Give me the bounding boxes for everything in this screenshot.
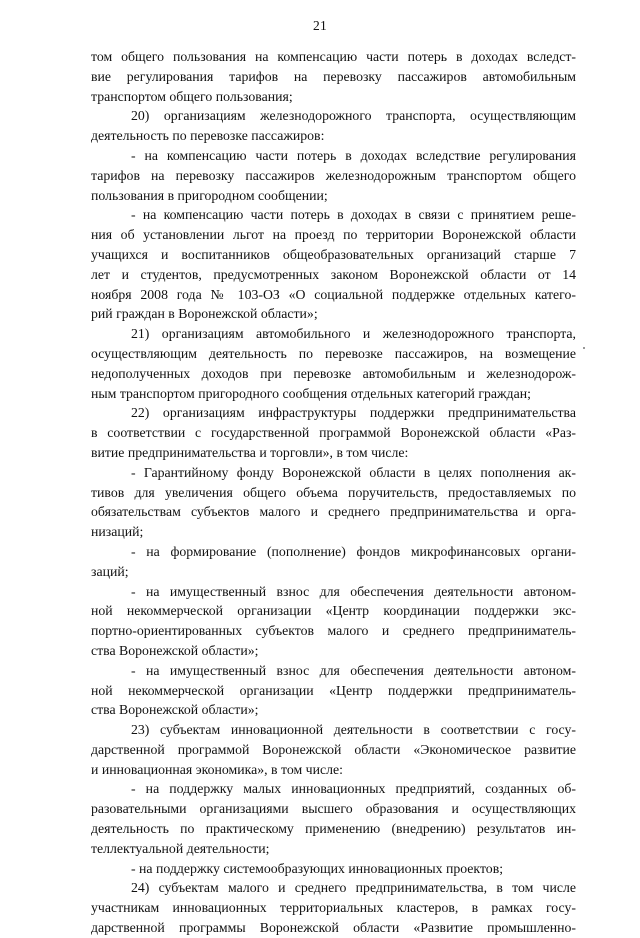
text-line: - на поддержку малых инновационных предприятий, созданных об- xyxy=(131,781,576,797)
text-line: - на имущественный взнос для обеспечения деятельности автоном- xyxy=(131,583,576,599)
text-line: вие регулирования тарифов на перевозку пассажиров автомобильным xyxy=(91,68,576,84)
text-line: ства Воронежской области»; xyxy=(91,642,259,658)
text-line: 21) организациям автомобильного и железнодорожного транспорта, xyxy=(131,326,576,342)
text-line: тарифов на перевозку пассажиров железнодорожным транспортом общего xyxy=(91,167,576,183)
text-line: учащихся и воспитанников общеобразовательных организаций старше 7 xyxy=(91,246,576,262)
page-number: 21 xyxy=(313,18,327,33)
text-line: участникам инновационных территориальных кластеров, в рамках госу- xyxy=(91,900,576,916)
text-line: 20) организациям железнодорожного транспорта, осуществляющим xyxy=(131,108,576,124)
text-line: и инновационная экономика», в том числе: xyxy=(91,761,343,777)
text-line: недополученных доходов при перевозке автомобильным и железнодорож- xyxy=(91,365,576,381)
text-line: лет и студентов, предусмотренных законом Воронежской области от 14 xyxy=(91,266,576,282)
text-line: - на компенсацию части потерь в доходах вследствие регулирования xyxy=(131,147,576,163)
text-line: витие предпринимательства и торговли», в том числе: xyxy=(91,444,409,460)
text-line: ноября 2008 года № 103-ОЗ «О социальной поддержке отдельных катего- xyxy=(91,286,576,302)
text-line: 22) организациям инфраструктуры поддержки предпринимательства xyxy=(131,405,576,421)
text-line: в соответствии с государственной программой Воронежской области «Раз- xyxy=(91,425,576,441)
text-line: 24) субъектам малого и среднего предпринимательства, в том числе xyxy=(131,880,576,896)
text-line: ния об установлении льгот на проезд по территории Воронежской области xyxy=(91,227,576,243)
text-line: том общего пользования на компенсацию части потерь в доходах вследст- xyxy=(91,49,576,64)
text-line: - на поддержку системообразующих инновационных проектов; xyxy=(131,860,504,876)
scan-speck xyxy=(583,347,585,349)
text-line: рий граждан в Воронежской области»; xyxy=(91,306,318,322)
text-line: деятельность по практическому применению (внедрению) результатов ин- xyxy=(91,821,576,837)
text-line: - на имущественный взнос для обеспечения деятельности автоном- xyxy=(131,662,576,678)
text-line: разовательными организациями высшего образования и осуществляющих xyxy=(91,801,576,817)
text-line: заций; xyxy=(91,563,129,579)
text-line: портно-ориентированных субъектов малого и среднего предприниматель- xyxy=(91,623,576,639)
text-line: - Гарантийному фонду Воронежской области в целях пополнения ак- xyxy=(131,464,576,480)
text-line: дарственной программой Воронежской области «Экономическое развитие xyxy=(91,741,576,757)
text-line: осуществляющим деятельность по перевозке пассажиров, на возмещение xyxy=(91,345,576,361)
text-line: транспортом общего пользования; xyxy=(91,88,293,104)
text-line: тивов для увеличения общего объема поручительств, предоставляемых по xyxy=(91,484,576,500)
text-line: обязательствам субъектов малого и среднего предпринимательства и орга- xyxy=(91,504,576,520)
text-line: низаций; xyxy=(91,524,144,540)
text-line: 23) субъектам инновационной деятельности в соответствии с госу- xyxy=(131,722,576,738)
text-line: дарственной программы Воронежской области «Развитие промышленно- xyxy=(91,920,576,936)
text-line: деятельность по перевозке пассажиров: xyxy=(91,128,325,144)
document-body xyxy=(91,47,576,938)
text-line: - на формирование (пополнение) фондов микрофинансовых органи- xyxy=(131,543,576,559)
text-line: ной некоммерческой организации «Центр координации поддержки экс- xyxy=(91,603,576,619)
text-line: ства Воронежской области»; xyxy=(91,702,259,718)
text-line: ным транспортом пригородного сообщения отдельных категорий граждан; xyxy=(91,385,531,401)
text-line: теллектуальной деятельности; xyxy=(91,840,270,856)
text-line: - на компенсацию части потерь в доходах в связи с принятием реше- xyxy=(131,207,576,223)
text-line: ной некоммерческой организации «Центр поддержки предприниматель- xyxy=(91,682,576,698)
text-line: пользования в пригородном сообщении; xyxy=(91,187,328,203)
